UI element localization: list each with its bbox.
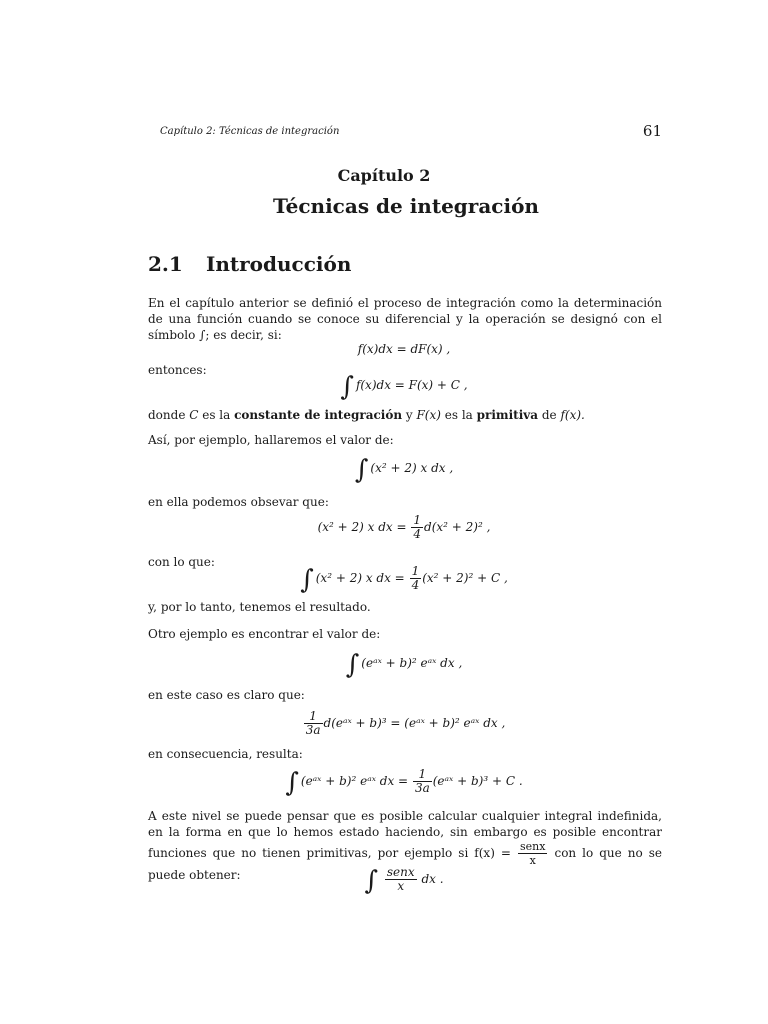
- paragraph-definitions: donde C es la constante de integración y F(x) es la primitiva de f(x).: [148, 408, 585, 422]
- equation-differential-form: (x² + 2) x dx = $\frac{1}{4}$ d(x² + 2)² ,: [317, 513, 491, 541]
- equation-text: (x² + 2) x dx ,: [370, 461, 454, 475]
- fraction: $\frac{1}{4}$: [413, 513, 422, 541]
- paragraph-claro: en este caso es claro que:: [148, 688, 305, 702]
- equation-senx-integral: ∫ $\frac{\text{senx}}{x}$ dx .: [364, 865, 444, 896]
- equation-example1: [0, 455, 768, 485]
- fraction: $\frac{1}{3a}$: [305, 709, 321, 737]
- equation-result1: ∫ (x² + 2) x dx = $\frac{1}{4}$ (x² + 2)² + C ,: [300, 564, 508, 595]
- integral-sign: ∫: [300, 565, 314, 595]
- equation-text: f(x)dx = F(x) + C ,: [355, 378, 468, 392]
- integral-sign: ∫: [364, 866, 379, 896]
- fraction: $\frac{\text{senx}}{x}$: [386, 865, 415, 893]
- page-number: 61: [642, 122, 662, 140]
- paragraph-consecuencia: en consecuencia, resulta:: [148, 747, 303, 761]
- fraction: $\frac{1}{3a}$: [414, 767, 430, 795]
- equation-differential-form-2: $\frac{1}{3a}$ d(eᵃˣ + b)³ = (eᵃˣ + b)² eᵃˣ dx ,: [305, 709, 506, 737]
- fraction: $\frac{1}{4}$: [411, 564, 420, 592]
- paragraph-resultado: y, por lo tanto, tenemos el resultado.: [148, 600, 371, 614]
- equation-text: (eᵃˣ + b)² eᵃˣ dx ,: [361, 656, 463, 670]
- chapter-title: Técnicas de integración: [273, 194, 539, 218]
- equation-integral-definition: [0, 372, 768, 402]
- running-head: Capítulo 2: Técnicas de integración: [160, 126, 340, 137]
- section-number: 2.1: [148, 252, 183, 276]
- section-heading: [148, 252, 351, 276]
- chapter-label: Capítulo 2: [337, 166, 431, 185]
- integral-sign: ∫: [285, 768, 299, 798]
- equation-differential: f(x)dx = dF(x) ,: [357, 342, 451, 356]
- equation-result2: ∫ (eᵃˣ + b)² eᵃˣ dx = $\frac{1}{3a}$ (eᵃˣ + b)³ + C .: [285, 767, 523, 798]
- paragraph-example2: Otro ejemplo es encontrar el valor de:: [148, 627, 381, 641]
- paragraph-nivel: A este nivel se puede pensar que es posible calcular cualquier integral indefinida, en la forma en que lo hemos estado haciendo, sin embargo es posible encontrar funciones que no tienen primitivas, por ejemplo si f(x) = $\frac{\text{senx}}{x}$ con lo que no se puede obtener:: [148, 809, 663, 882]
- paragraph-intro: En el capítulo anterior se definió el proceso de integración como la determinación de una función cuando se conoce su diferencial y la operación se designó con el símbolo ∫; es decir, si:: [148, 296, 662, 342]
- term-constante: constante de integración: [234, 408, 403, 422]
- equation-example2: [0, 650, 768, 680]
- fraction: $\frac{\text{senx}}{x}$: [520, 840, 546, 867]
- integral-sign: ∫: [340, 372, 354, 402]
- integral-sign: ∫: [354, 455, 369, 485]
- paragraph-example1: Así, por ejemplo, hallaremos el valor de:: [148, 433, 394, 447]
- section-title: Introducción: [206, 252, 352, 276]
- paragraph-entonces: entonces:: [148, 363, 207, 377]
- paragraph-con-lo-que: con lo que:: [148, 555, 215, 569]
- term-primitiva: primitiva: [476, 408, 539, 422]
- paragraph-observe: en ella podemos obsevar que:: [148, 495, 329, 509]
- integral-sign: ∫: [345, 650, 360, 680]
